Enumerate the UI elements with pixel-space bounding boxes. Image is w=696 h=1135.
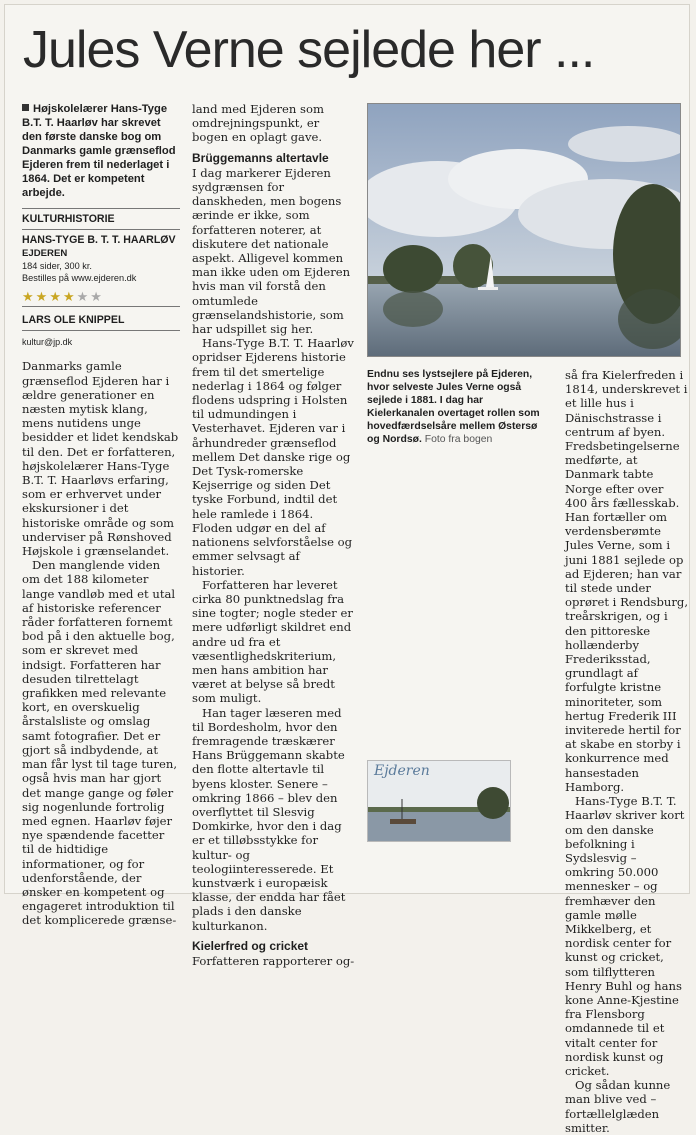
newspaper-page (4, 4, 690, 1135)
body-paragraph: Hans-Tyge B.T. T. Haarløv opridser Ejderens historie frem til det smertelige nederlag i 1864 og følger flodens udspring i Holsten til udmundingen i Vesterhavet. Ejderen var i århundreder grænseflod mellem Det danske rige og Det Tysk-romerske Kejserrige og siden Det tyske Forbund, indtil det hele ramlede i 1864. Floden udgør en del af nationens selvforståelse og emmer selvsagt af historier. (192, 336, 354, 578)
star-filled-icon: ★ (62, 290, 75, 305)
divider (22, 330, 180, 331)
bullet-square-icon (22, 104, 29, 111)
author-email: kultur@jp.dk (22, 337, 73, 348)
divider (22, 306, 180, 307)
star-filled-icon: ★ (49, 290, 61, 305)
factbox-pages-price: 184 sider, 300 kr. (22, 261, 92, 271)
body-paragraph: I dag markerer Ejderen sydgrænsen for danskheden, men bogens ærinde er ikke, som forfatteren noterer, at diskutere det nationale aspekt. Alligevel kommen man ikke uden om Ejderen hvis man vil forstå den omtumlede grænselandshistorie, som har udspillet sig her. (192, 165, 351, 337)
factbox-order-link: Bestilles på www.ejderen.dk (22, 273, 137, 283)
body-paragraph: Og sådan kunne man blive ved – fortællelglæden smitter. (565, 1078, 671, 1135)
thumbnail-illustration (368, 761, 510, 841)
subheading: Kielerfred og cricket (192, 938, 309, 953)
factbox-category: KULTURHISTORIE (22, 213, 115, 225)
lead-paragraph (22, 102, 180, 200)
byline: LARS OLE KNIPPEL (22, 314, 125, 326)
body-paragraph: Den manglende viden om det 188 kilometer lange vandløb med et utal af historiske referencer råder forfatteren fornemt bod på i den aktuelle bog, som er skrevet med indsigt. Forfatteren har desuden tilrettelagt grafikken med relevante kort, en overskuelig årstalsliste og omslag samt fotografier. Det er gjort så indbydende, at man får lyst til tage turen, også hvis man har gjort det mange gange og føler sig nogenlunde fortrolig med egnen. Haarløv føjer nye spændende facetter til de hidtidige informationer, og for udenforstående, der ønsker en kompetent og engageret introduktion til det komplicerede grænse- (22, 558, 178, 928)
star-filled-icon: ★ (22, 290, 34, 305)
caption-text: Endnu ses lystsejlere på Ejderen, hvor selveste Jules Verne også sejlede i 1881. I dag har Kielerkanalen overtaget rollen som hovedfærdselsåre mellem Østersø og Nordsø. (367, 369, 540, 445)
body-paragraph: Forfatteren rapporterer og- (192, 953, 355, 968)
column-2 (192, 102, 355, 968)
river-photo-illustration (368, 104, 680, 356)
body-paragraph: Forfatteren har leveret cirka 80 punktnedslag fra sine togter; nogle steder er mere udførligt skildret end andre ud fra et væsentlighedskriterium, men hans ambition har været at belyse så bredt som muligt. (192, 577, 353, 706)
thumbnail-title: Ejderen (374, 763, 430, 779)
body-paragraph: så fra Kielerfreden i 1814, underskrevet i et lille hus i Dänischstrasse i centrum af byen. Fredsbetingelserne medførte, at Danmark tabte Norge efter over 400 års fællesskab. Han fortæller om verdensberømte Jules Verne, som i juni 1881 sejlede op ad Ejderen; han var til stede under oprøret i Rendsburg, treårskrigen, og i den pittoreske hollænderby Frederiksstad, grundlagt af forfulgte kristne minoriteter, som hertug Frederik III inviterede hertil for at skabe en storby i konkurrence med hansestaden Hamborg. (565, 368, 689, 794)
star-empty-icon: ★ (76, 290, 89, 305)
lead-text: Højskolelærer Hans-Tyge B.T. T. Haarløv har skrevet den første danske bog om Danmarks gamle grænseflod Ejderen frem til nederlaget i 1864. Det er kompetent arbejde. (22, 103, 176, 199)
subheading: Brüggemanns altertavle (192, 150, 329, 165)
rating-stars (22, 290, 180, 305)
headline: Jules Verne sejlede her ... (23, 21, 595, 79)
book-cover-thumbnail (367, 760, 511, 842)
factbox-book-title: EJDEREN (22, 248, 68, 259)
photo-caption (367, 368, 552, 446)
divider (22, 229, 180, 230)
column-1 (22, 102, 180, 928)
star-filled-icon: ★ (35, 290, 48, 305)
body-paragraph: Danmarks gamle grænseflod Ejderen har i ældre generationer en næsten mytisk klang, mens nutidens unge besidder et lidet kendskab til den. Det er forfatteren, højskolelærer Hans-Tyge B.T. T. Haarløvs erfaring, som er erhvervet under ekskursioner i det historiske område og som underviser på Rønshoved Højskole i grænselandet. (22, 359, 179, 559)
factbox-author: HANS-TYGE B. T. T. HAARLØV (22, 234, 176, 246)
body-paragraph: land med Ejderen som omdrejningspunkt, er bogen en oplagt gave. (192, 102, 324, 145)
river-photo (367, 103, 681, 357)
photo-credit: Foto fra bogen (424, 434, 493, 445)
divider (22, 208, 180, 209)
column-4 (565, 368, 689, 1135)
star-empty-icon: ★ (90, 290, 102, 305)
body-paragraph: Han tager læseren med til Bordesholm, hvor den fremragende træskærer Hans Brüggemann skabte den flotte altertavle til byens kloster. Senere – omkring 1866 – blev den overflyttet til Slesvig Domkirke, hvor den i dag er et tilløbsstykke for kultur- og teologiinteresserede. Et kunstværk i europæisk klasse, der endda har fået plads i den danske kulturkanon. (192, 705, 346, 933)
body-paragraph: Hans-Tyge B.T. T. Haarløv skriver kort om den danske befolkning i Sydslesvig – omkring 50.000 mennesker – og fremhæver den gamle mølle Mikkelberg, et nordisk center for kunst og cricket, som tilflytteren Henry Buhl og hans kone Anne-Kjestine fra Flensborg omdannede til et vitalt center for nordisk kunst og cricket. (565, 794, 685, 1078)
